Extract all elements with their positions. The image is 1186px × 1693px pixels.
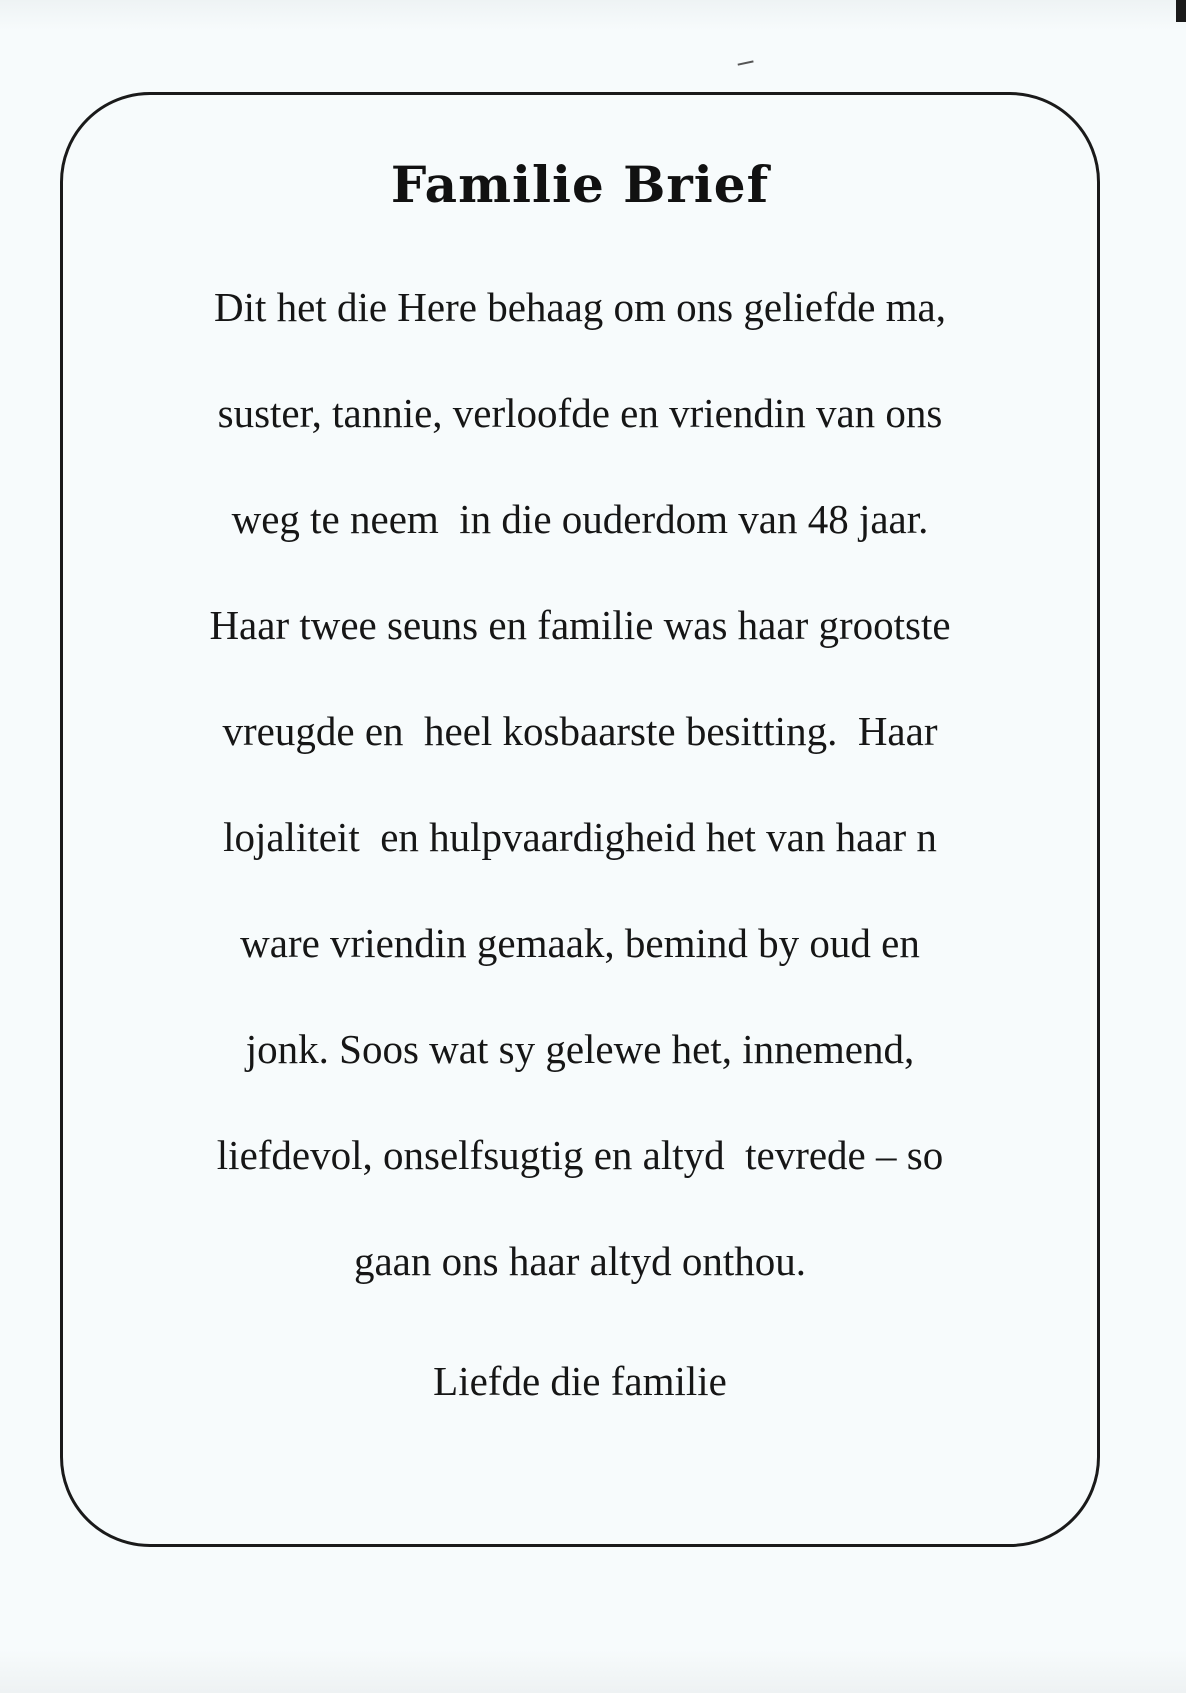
letter-signoff: Liefde die familie <box>433 1358 727 1404</box>
letter-line: jonk. Soos wat sy gelewe het, innemend, <box>245 1026 915 1072</box>
letter-line: liefdevol, onselfsugtig en altyd tevrede – so <box>216 1132 944 1178</box>
letter-body <box>60 272 1100 1332</box>
letter-line: suster, tannie, verloofde en vriendin van ons <box>217 390 943 436</box>
letter-line: ware vriendin gemaak, bemind by oud en <box>240 920 920 966</box>
letter-line: Dit het die Here behaag om ons geliefde ma, <box>213 284 947 330</box>
letter-line: vreugde en heel kosbaarste besitting. Haar <box>222 708 938 754</box>
letter-line: weg te neem in die ouderdom van 48 jaar. <box>231 496 929 542</box>
scan-edge-mark <box>1176 0 1186 22</box>
letter-title: Familie Brief <box>390 155 770 214</box>
letter-line: lojaliteit en hulpvaardigheid het van haar n <box>223 814 937 860</box>
letter-line: Haar twee seuns en familie was haar grootste <box>209 602 951 648</box>
letter-line: gaan ons haar altyd onthou. <box>353 1238 807 1284</box>
